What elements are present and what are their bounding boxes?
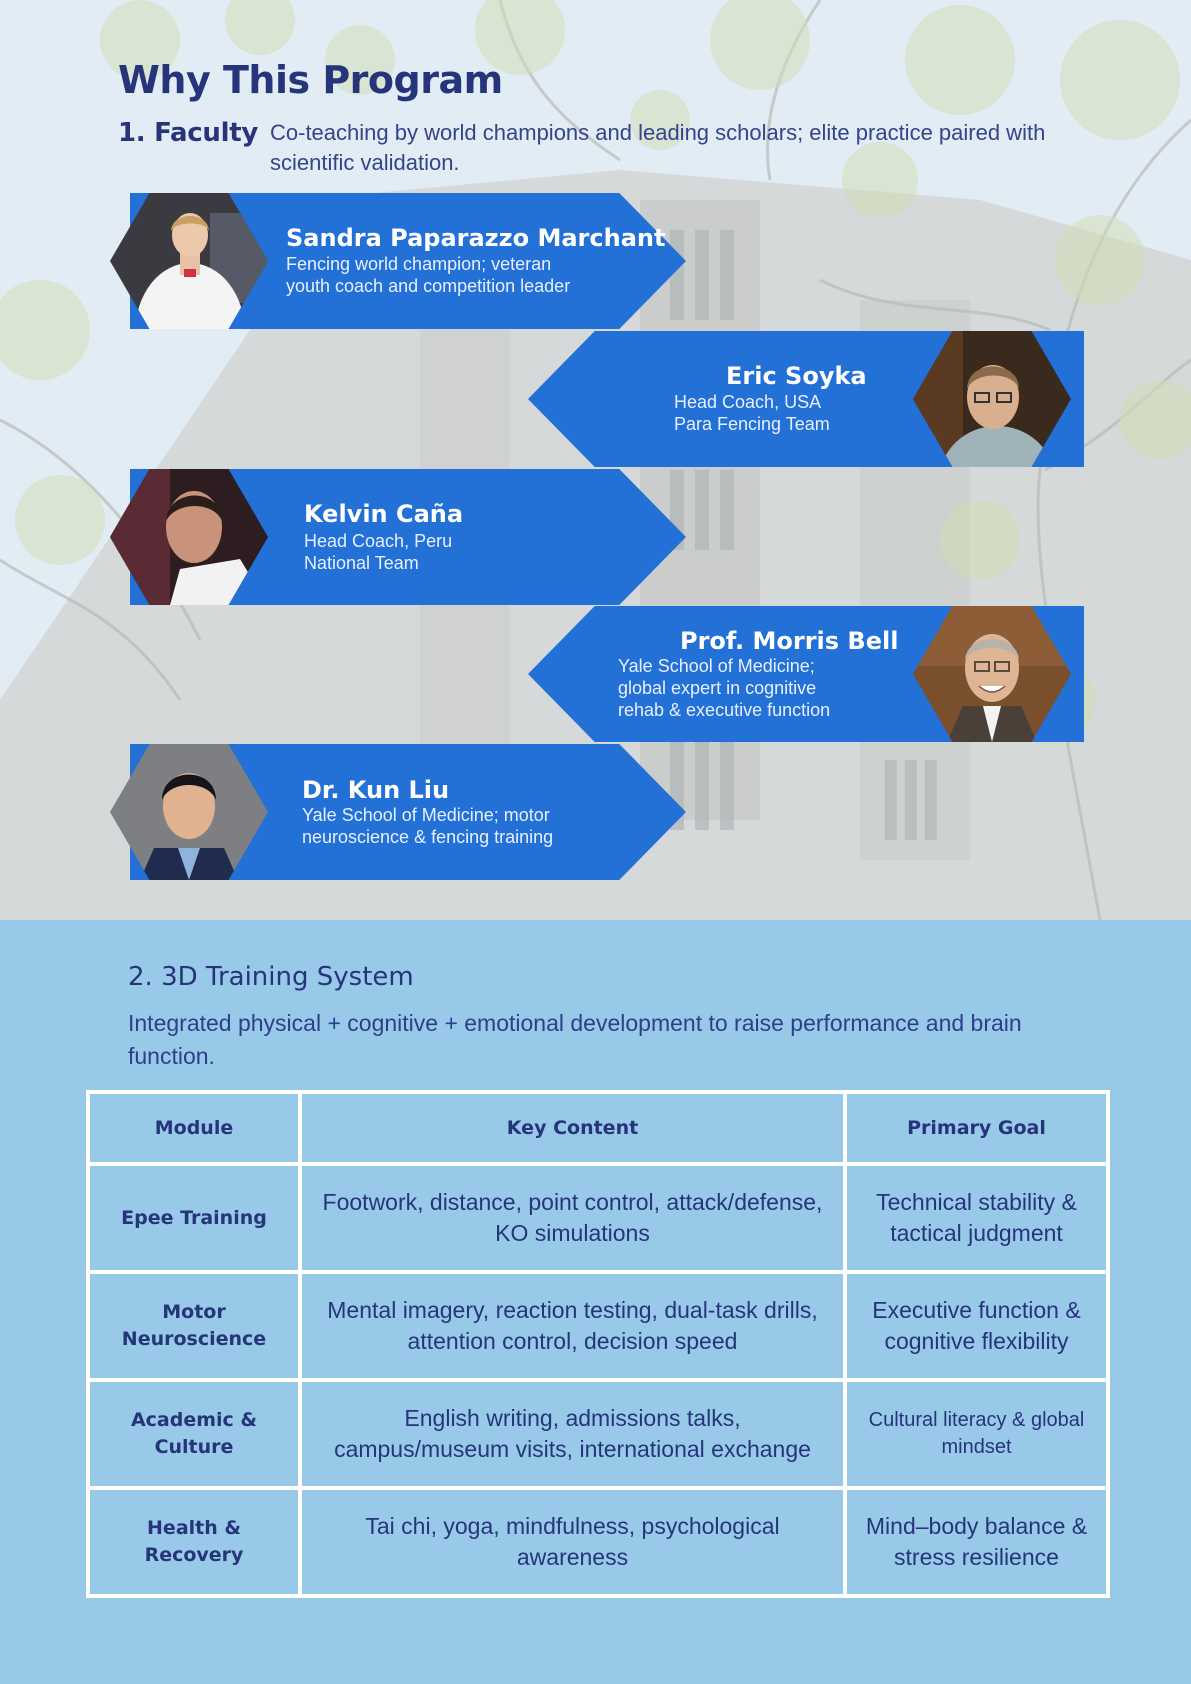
- faculty-heading: 1. Faculty: [118, 118, 259, 148]
- module-cell: Motor Neuroscience: [88, 1272, 300, 1380]
- faculty-name-5: Dr. Kun Liu: [302, 776, 450, 804]
- column-header-primary-goal: Primary Goal: [845, 1092, 1108, 1164]
- training-system-heading: 2. 3D Training System: [128, 962, 414, 992]
- table-row: [88, 1380, 1108, 1488]
- key-content-cell: Tai chi, yoga, mindfulness, psychological awareness: [300, 1488, 845, 1596]
- faculty-name-2: Eric Soyka: [726, 362, 867, 390]
- faculty-role-4: Yale School of Medicine; global expert in cognitive rehab & executive function: [618, 656, 831, 720]
- table-row: [88, 1488, 1108, 1596]
- table-header-row: [88, 1092, 1108, 1164]
- key-content-cell: Mental imagery, reaction testing, dual-task drills, attention control, decision speed: [300, 1272, 845, 1380]
- training-modules-table: [86, 1090, 1110, 1598]
- module-cell: Health & Recovery: [88, 1488, 300, 1596]
- column-header-key-content: Key Content: [300, 1092, 845, 1164]
- faculty-role-5: Yale School of Medicine; motor neuroscience & fencing training: [302, 805, 554, 847]
- primary-goal-cell: Executive function & cognitive flexibility: [845, 1272, 1108, 1380]
- page-title: Why This Program: [118, 58, 503, 102]
- primary-goal-cell: Cultural literacy & global mindset: [845, 1380, 1108, 1488]
- key-content-cell: Footwork, distance, point control, attack/defense, KO simulations: [300, 1164, 845, 1272]
- primary-goal-cell: Technical stability & tactical judgment: [845, 1164, 1108, 1272]
- faculty-role-2: Head Coach, USA Para Fencing Team: [674, 392, 830, 434]
- faculty-description: Co-teaching by world champions and leading scholars; elite practice paired with scientific validation.: [270, 120, 1046, 175]
- faculty-role-1: Fencing world champion; veteran youth coach and competition leader: [286, 254, 571, 296]
- module-cell: Academic & Culture: [88, 1380, 300, 1488]
- key-content-cell: English writing, admissions talks, campus/museum visits, international exchange: [300, 1380, 845, 1488]
- table-row: [88, 1272, 1108, 1380]
- faculty-name-3: Kelvin Caña: [304, 500, 464, 528]
- module-cell: Epee Training: [88, 1164, 300, 1272]
- faculty-name-4: Prof. Morris Bell: [680, 627, 899, 655]
- table-row: [88, 1164, 1108, 1272]
- column-header-module: Module: [88, 1092, 300, 1164]
- faculty-name-1: Sandra Paparazzo Marchant: [286, 224, 666, 252]
- training-system-description: Integrated physical + cognitive + emotional development to raise performance and brain function.: [128, 1010, 1022, 1069]
- faculty-role-3: Head Coach, Peru National Team: [304, 531, 453, 573]
- primary-goal-cell: Mind–body balance & stress resilience: [845, 1488, 1108, 1596]
